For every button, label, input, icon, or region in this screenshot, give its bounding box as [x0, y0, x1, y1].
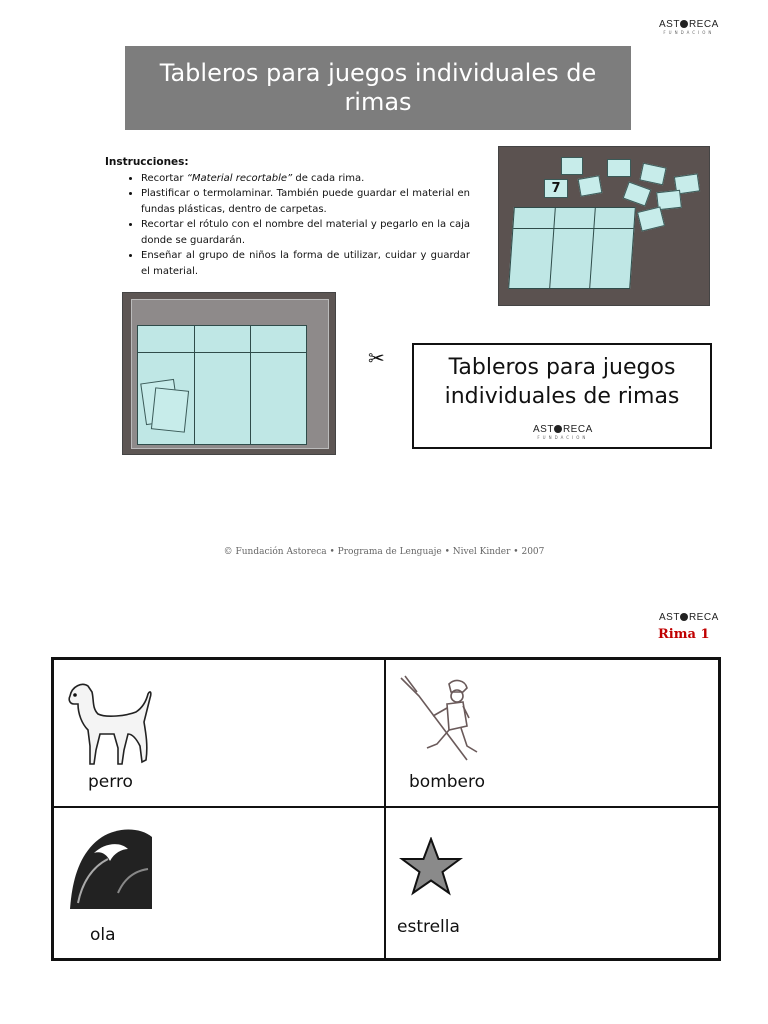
instructions-heading: Instrucciones: — [105, 156, 189, 168]
instruction-item: • Enseñar al grupo de niños la forma de utilizar, cuidar y guardar el material. — [141, 248, 470, 279]
grid-cell-ola — [53, 806, 386, 959]
dog-icon — [64, 674, 154, 768]
grid-cell-estrella — [384, 806, 719, 959]
instruction-item: • Plastificar o termolaminar. También puede guardar el material en fundas plásticas, dentro de carpetas. — [141, 186, 470, 217]
rhyme-grid — [51, 657, 721, 961]
word-perro: perro — [88, 772, 133, 792]
scissors-icon: ✂ — [368, 346, 385, 370]
grid-cell-bombero — [384, 659, 719, 808]
photo-card — [561, 157, 583, 175]
photo-card — [607, 159, 631, 177]
instructions-list — [105, 171, 470, 280]
page-title: Tableros para juegos individuales de rimas — [159, 59, 597, 116]
cutout-label — [412, 343, 712, 449]
word-ola: ola — [90, 925, 116, 945]
astoreca-logo-bottom: AST RECA — [659, 612, 719, 623]
page-title-banner — [125, 46, 631, 130]
word-estrella: estrella — [397, 917, 460, 937]
astoreca-logo-top: AST RECA FUNDACION — [659, 19, 719, 35]
photo-card — [637, 206, 665, 231]
rima-title: Rima 1 — [658, 627, 710, 642]
instruction-item: • Recortar el rótulo con el nombre del material y pegarlo en la caja donde se guardarán. — [141, 217, 470, 248]
photo-card — [639, 163, 666, 186]
star-icon — [399, 837, 463, 897]
photo-card — [623, 181, 652, 206]
photo-board — [508, 207, 636, 289]
photo-card — [578, 175, 603, 197]
wave-icon — [68, 823, 154, 909]
photo-board-with-cards — [498, 146, 710, 306]
instruction-item: • Recortar “Material recortable” de cada rima. — [141, 171, 470, 187]
label-title: Tableros para juegos individuales de rimas — [444, 355, 680, 409]
page-footer: © Fundación Astoreca • Programa de Lenguaje • Nivel Kinder • 2007 — [223, 547, 545, 557]
astoreca-logo-label: AST RECA FUNDACION — [533, 424, 593, 440]
firefighter-icon — [397, 674, 483, 764]
photo-number-card: 7 — [544, 179, 568, 198]
grid-cell-perro — [53, 659, 386, 808]
photo-card-stack — [151, 387, 189, 432]
word-bombero: bombero — [409, 772, 486, 792]
photo-board-in-sleeve — [122, 292, 336, 455]
instructions — [105, 155, 470, 279]
